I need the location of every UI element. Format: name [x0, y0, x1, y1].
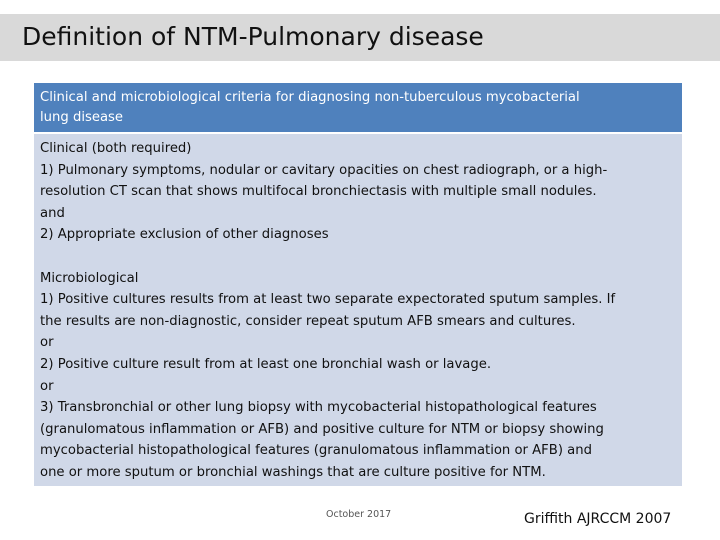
microbiological-line: the results are non-diagnostic, consider repeat sputum AFB smears and cultures.: [40, 313, 576, 329]
clinical-section: [40, 138, 676, 246]
microbiological-heading: Microbiological: [40, 270, 139, 286]
microbiological-line: or: [40, 378, 54, 394]
table-body: [34, 134, 682, 486]
table-header: [34, 83, 682, 132]
criteria-table: [34, 83, 682, 486]
clinical-line: 1) Pulmonary symptoms, nodular or cavitary opacities on chest radiograph, or a high-: [40, 162, 608, 178]
footer-citation: Griffith AJRCCM 2007: [524, 511, 672, 527]
header-line: lung disease: [40, 110, 124, 125]
microbiological-line: (granulomatous inflammation or AFB) and positive culture for NTM or biopsy showing: [40, 421, 604, 437]
clinical-line: 2) Appropriate exclusion of other diagnoses: [40, 227, 329, 243]
footer-date: October 2017: [326, 509, 392, 520]
microbiological-line: 1) Positive cultures results from at least two separate expectorated sputum samples. If: [40, 292, 616, 308]
microbiological-line: one or more sputum or bronchial washings that are culture positive for NTM.: [40, 464, 546, 480]
microbiological-line: mycobacterial histopathological features (granulomatous inflammation or AFB) and: [40, 443, 592, 459]
header-line: Clinical and microbiological criteria for diagnosing non-tuberculous mycobacterial: [40, 90, 580, 105]
clinical-heading: Clinical (both required): [40, 141, 192, 156]
microbiological-section: [40, 268, 676, 484]
microbiological-line: 2) Positive culture result from at least one bronchial wash or lavage.: [40, 356, 492, 372]
microbiological-line: or: [40, 335, 54, 351]
clinical-line: and: [40, 205, 65, 221]
slide-title: Definition of NTM-Pulmonary disease: [22, 22, 484, 51]
section-spacer: [40, 246, 676, 268]
microbiological-line: 3) Transbronchial or other lung biopsy with mycobacterial histopathological features: [40, 400, 597, 416]
title-bar: [0, 14, 720, 61]
clinical-line: resolution CT scan that shows multifocal bronchiectasis with multiple small nodules.: [40, 184, 597, 200]
